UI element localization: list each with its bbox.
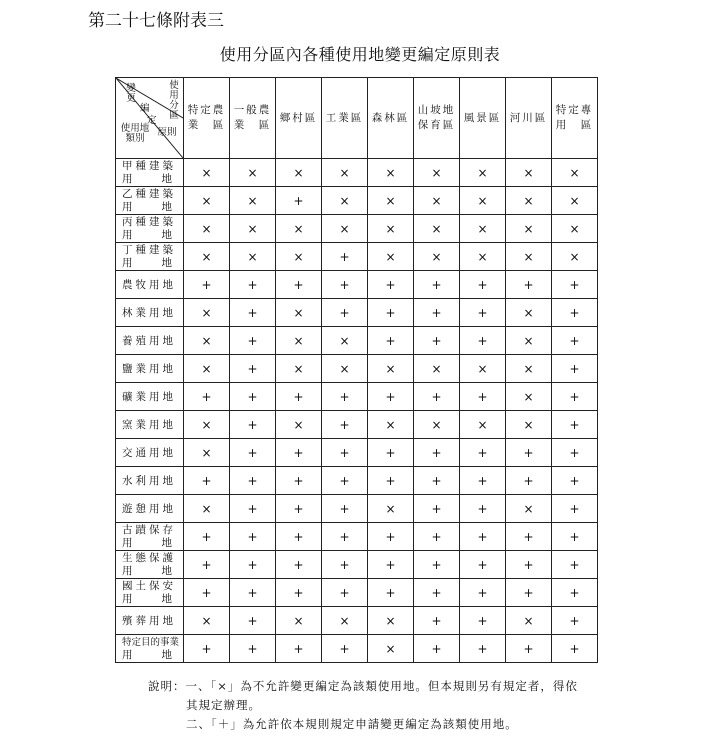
table-cell: × (506, 299, 552, 327)
table-cell: + (506, 439, 552, 467)
table-row (116, 187, 598, 215)
row-label (116, 159, 184, 187)
table-cell: + (552, 467, 598, 495)
table-cell: + (552, 271, 598, 299)
table-cell: + (506, 551, 552, 579)
row-label-line1: 林業用地 (122, 307, 176, 319)
table-body (116, 159, 598, 663)
zone-header-line1: 河川區 (509, 111, 548, 124)
table-cell: + (552, 635, 598, 663)
table-cell: × (414, 187, 460, 215)
row-label-line1: 窯業用地 (122, 419, 176, 431)
table-cell: + (230, 495, 276, 523)
row-label-line2: 用地 (122, 648, 175, 661)
table-cell: + (184, 467, 230, 495)
table-cell: + (322, 635, 368, 663)
row-label (116, 439, 184, 467)
table-cell: + (322, 551, 368, 579)
table-cell: + (230, 383, 276, 411)
zone-header-line1: 鄉村區 (279, 111, 318, 124)
zoning-change-table (115, 77, 598, 663)
row-label-line2: 用地 (122, 200, 175, 213)
table-row (116, 523, 598, 551)
table-cell: × (230, 187, 276, 215)
table-cell: + (184, 271, 230, 299)
table-cell: + (322, 299, 368, 327)
zone-header-line1: 特定專 (555, 104, 594, 116)
table-cell: × (414, 215, 460, 243)
table-cell: + (414, 467, 460, 495)
table-cell: + (368, 551, 414, 579)
corner-text-ding: 定 (147, 115, 157, 126)
zone-header-line2: 用 區 (555, 119, 594, 131)
table-cell: + (460, 551, 506, 579)
zone-header-line1: 工業區 (325, 111, 364, 124)
row-label-line2: 用地 (122, 592, 175, 605)
table-cell: × (506, 355, 552, 383)
corner-text-change: 變更 (126, 83, 136, 104)
row-label (116, 215, 184, 243)
table-cell: + (276, 467, 322, 495)
table-cell: + (368, 327, 414, 355)
table-cell: × (506, 159, 552, 187)
table-cell: + (276, 383, 322, 411)
row-label (116, 411, 184, 439)
table-cell: + (414, 439, 460, 467)
table-row (116, 243, 598, 271)
row-label-line1: 乙種建築 (122, 187, 176, 200)
table-row (116, 215, 598, 243)
table-cell: + (230, 327, 276, 355)
table-cell: + (552, 607, 598, 635)
table-cell: × (322, 187, 368, 215)
table-cell: + (414, 495, 460, 523)
table-cell: × (184, 187, 230, 215)
table-cell: × (368, 187, 414, 215)
table-cell: + (230, 607, 276, 635)
table-cell: + (460, 579, 506, 607)
table-cell: × (184, 159, 230, 187)
table-cell: + (322, 243, 368, 271)
table-cell: × (506, 495, 552, 523)
table-row (116, 607, 598, 635)
table-cell: × (276, 299, 322, 327)
table-cell: × (460, 159, 506, 187)
table-cell: + (552, 495, 598, 523)
table-cell: × (506, 383, 552, 411)
zone-header (460, 78, 506, 159)
table-cell: × (460, 243, 506, 271)
table-cell: × (460, 355, 506, 383)
row-label (116, 579, 184, 607)
table-cell: + (276, 439, 322, 467)
row-label-line1: 特定目的事業 (122, 636, 180, 648)
attachment-label: 第二十七條附表三 (88, 11, 224, 31)
table-cell: × (414, 159, 460, 187)
table-row (116, 411, 598, 439)
table-cell: × (276, 411, 322, 439)
table-cell: + (230, 411, 276, 439)
table-cell: × (322, 355, 368, 383)
table-cell: + (184, 551, 230, 579)
row-label (116, 551, 184, 579)
table-cell: × (552, 159, 598, 187)
table-cell: + (322, 383, 368, 411)
table-cell: + (230, 355, 276, 383)
row-label (116, 383, 184, 411)
row-label-line1: 殯葬用地 (122, 615, 176, 627)
table-cell: + (414, 551, 460, 579)
table-cell: + (368, 467, 414, 495)
note-line-3: 二、「＋」為允許依本規則規定申請變更編定為該類使用地。 (186, 717, 518, 731)
table-cell: × (184, 299, 230, 327)
row-label-line2: 用地 (122, 228, 175, 241)
table-cell: + (230, 467, 276, 495)
row-label (116, 271, 184, 299)
table-cell: × (276, 355, 322, 383)
table-cell: + (460, 607, 506, 635)
row-label-line1: 農牧用地 (122, 279, 176, 291)
table-cell: × (230, 215, 276, 243)
table-cell: + (276, 271, 322, 299)
table-cell: + (276, 551, 322, 579)
corner-text-landtype: 使用地類別 (120, 123, 150, 144)
table-cell: × (506, 187, 552, 215)
table-cell: + (552, 439, 598, 467)
table-cell: + (322, 439, 368, 467)
table-cell: + (552, 355, 598, 383)
row-label (116, 187, 184, 215)
table-cell: + (230, 439, 276, 467)
zone-header-line1: 山坡地 (417, 104, 456, 116)
table-cell: × (506, 215, 552, 243)
table-cell: + (414, 635, 460, 663)
table-cell: + (506, 523, 552, 551)
table-cell: × (368, 159, 414, 187)
row-label-line1: 養殖用地 (122, 335, 176, 347)
table-cell: + (368, 271, 414, 299)
table-cell: + (276, 495, 322, 523)
table-cell: + (368, 383, 414, 411)
row-label-line2: 用地 (122, 172, 175, 185)
note-line-2: 其規定辦理。 (186, 698, 261, 712)
table-cell: × (368, 243, 414, 271)
corner-text-zone: 使用分區 (169, 80, 179, 121)
table-cell: × (322, 159, 368, 187)
table-cell: + (552, 551, 598, 579)
table-cell: × (322, 607, 368, 635)
table-cell: × (276, 327, 322, 355)
table-cell: × (414, 411, 460, 439)
table-cell: + (460, 467, 506, 495)
row-label-line2: 用地 (122, 564, 175, 577)
table-cell: + (460, 271, 506, 299)
table-cell: × (368, 215, 414, 243)
table-cell: + (506, 271, 552, 299)
table-cell: × (414, 355, 460, 383)
row-label (116, 635, 184, 663)
table-cell: + (368, 579, 414, 607)
table-cell: + (506, 579, 552, 607)
table-cell: × (506, 243, 552, 271)
table-cell: + (322, 271, 368, 299)
table-cell: × (368, 355, 414, 383)
table-cell: + (460, 439, 506, 467)
row-label (116, 523, 184, 551)
row-label-line1: 丙種建築 (122, 215, 176, 228)
table-cell: + (414, 607, 460, 635)
table-row (116, 299, 598, 327)
table-cell: + (552, 383, 598, 411)
table-cell: × (184, 495, 230, 523)
table-cell: + (368, 523, 414, 551)
zone-header (276, 78, 322, 159)
table-cell: × (184, 355, 230, 383)
table-cell: × (184, 439, 230, 467)
table-cell: × (184, 215, 230, 243)
corner-cell (116, 78, 184, 159)
table-cell: × (184, 607, 230, 635)
table-cell: + (322, 579, 368, 607)
notes (148, 677, 578, 734)
row-label (116, 467, 184, 495)
row-label (116, 607, 184, 635)
table-row (116, 439, 598, 467)
row-label-line2: 用地 (122, 256, 175, 269)
row-label (116, 355, 184, 383)
table-row (116, 355, 598, 383)
table-cell: + (322, 495, 368, 523)
row-label-line1: 礦業用地 (122, 391, 176, 403)
zone-header-line1: 特定農 (187, 104, 226, 116)
corner-text-bian: 編 (140, 103, 150, 114)
table-row (116, 159, 598, 187)
table-row (116, 579, 598, 607)
table-cell: + (552, 411, 598, 439)
table-cell: + (414, 383, 460, 411)
table-cell: × (230, 159, 276, 187)
table-cell: × (276, 215, 322, 243)
table-cell: + (460, 327, 506, 355)
table-cell: + (460, 523, 506, 551)
table-cell: × (368, 495, 414, 523)
table-cell: + (230, 271, 276, 299)
zone-header-line1: 森林區 (371, 111, 410, 124)
zone-header-line2: 業 區 (187, 119, 226, 131)
table-title: 使用分區內各種使用地變更編定原則表 (219, 45, 501, 64)
table-cell: + (460, 495, 506, 523)
table-row (116, 551, 598, 579)
table-cell: × (460, 215, 506, 243)
zone-header-line2: 保育區 (417, 119, 456, 131)
row-label-line1: 鹽業用地 (122, 363, 176, 375)
row-label (116, 243, 184, 271)
table-cell: + (414, 523, 460, 551)
table-cell: + (506, 467, 552, 495)
table-cell: × (322, 327, 368, 355)
table-cell: + (230, 579, 276, 607)
table-row (116, 327, 598, 355)
table-cell: + (276, 523, 322, 551)
row-label-line1: 國土保安 (122, 579, 176, 592)
row-label-line1: 丁種建築 (122, 243, 176, 256)
table-cell: × (460, 187, 506, 215)
table-cell: + (184, 523, 230, 551)
table-cell: + (368, 299, 414, 327)
table-cell: + (506, 635, 552, 663)
row-label-line2: 用地 (122, 536, 175, 549)
zone-header-line2: 業 區 (233, 119, 272, 131)
row-label-line1: 古蹟保存 (122, 523, 176, 536)
header-row (116, 78, 598, 159)
table-cell: × (368, 635, 414, 663)
zone-header (230, 78, 276, 159)
table-cell: × (322, 215, 368, 243)
table-cell: + (184, 383, 230, 411)
table-cell: + (184, 635, 230, 663)
table-cell: × (184, 243, 230, 271)
zone-header (322, 78, 368, 159)
table-cell: + (460, 299, 506, 327)
table-cell: + (276, 635, 322, 663)
table-cell: × (506, 327, 552, 355)
table-cell: + (322, 467, 368, 495)
row-label-line1: 甲種建築 (122, 159, 176, 172)
row-label (116, 299, 184, 327)
zone-header (184, 78, 230, 159)
table-cell: + (414, 299, 460, 327)
table-cell: × (506, 411, 552, 439)
row-label-line1: 遊憩用地 (122, 503, 176, 515)
table-cell: + (460, 383, 506, 411)
row-label-line1: 交通用地 (122, 447, 176, 459)
table-cell: + (184, 579, 230, 607)
zone-header-line1: 一般農 (233, 104, 272, 116)
table-cell: × (460, 411, 506, 439)
table-cell: × (552, 243, 598, 271)
zone-header (368, 78, 414, 159)
table-cell: + (230, 299, 276, 327)
table-cell: × (414, 243, 460, 271)
table-cell: × (552, 215, 598, 243)
table-cell: × (552, 187, 598, 215)
zone-header-line1: 風景區 (463, 111, 502, 124)
table-row (116, 635, 598, 663)
row-label (116, 327, 184, 355)
table-cell: + (322, 523, 368, 551)
table-cell: × (184, 411, 230, 439)
table-cell: + (414, 271, 460, 299)
table-cell: + (460, 635, 506, 663)
table-row (116, 467, 598, 495)
table-cell: + (230, 523, 276, 551)
table-row (116, 383, 598, 411)
table-cell: + (414, 579, 460, 607)
table-cell: × (276, 607, 322, 635)
table-cell: × (276, 243, 322, 271)
zone-header (414, 78, 460, 159)
table-cell: + (552, 327, 598, 355)
table-cell: × (230, 243, 276, 271)
note-line-1: 說明：一、「×」為不允許變更編定為該類使用地。但本規則另有規定者，得依 (148, 679, 578, 693)
table-cell: + (414, 327, 460, 355)
zone-header (552, 78, 598, 159)
row-label (116, 495, 184, 523)
table-cell: × (276, 159, 322, 187)
table-cell: + (276, 579, 322, 607)
row-label-line1: 水利用地 (122, 475, 176, 487)
table-cell: × (368, 607, 414, 635)
table-cell: + (230, 551, 276, 579)
row-label-line1: 生態保護 (122, 551, 176, 564)
zone-header (506, 78, 552, 159)
table-cell: × (184, 327, 230, 355)
table-cell: + (368, 439, 414, 467)
table-cell: + (552, 299, 598, 327)
corner-text-principle: 原則 (157, 127, 177, 138)
table-cell: + (322, 411, 368, 439)
table-row (116, 271, 598, 299)
table-cell: + (552, 579, 598, 607)
table-cell: + (230, 635, 276, 663)
table-cell: × (506, 607, 552, 635)
table-row (116, 495, 598, 523)
table-cell: + (276, 187, 322, 215)
table-cell: + (552, 523, 598, 551)
table-cell: × (368, 411, 414, 439)
